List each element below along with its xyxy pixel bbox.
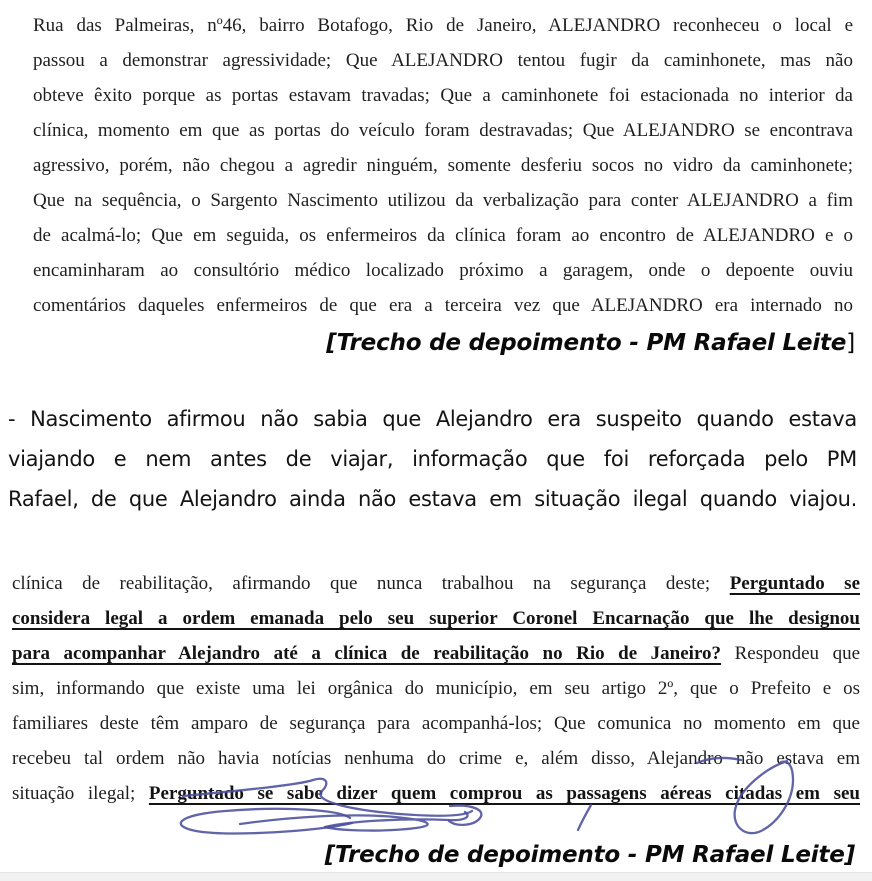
text-line xyxy=(12,671,860,706)
plain-text: sim, informando que existe uma lei orgânica do município, em seu artigo 2º, que o Prefeito e os xyxy=(12,678,860,699)
caption-testimony-1 xyxy=(0,330,855,356)
caption-closing-bracket: ] xyxy=(846,330,855,356)
text-line xyxy=(33,183,853,218)
plain-text: viajando e nem antes de viajar, informação que foi reforçada pelo PM xyxy=(8,447,857,471)
caption-text: [Trecho de depoimento - PM Rafael Leite xyxy=(326,330,847,356)
emphasized-question-text: Perguntado se sabe dizer quem comprou as passagens aéreas citadas em seu xyxy=(148,783,860,804)
plain-text: Respondeu que xyxy=(721,643,861,664)
emphasized-question-text: considera legal a ordem emanada pelo seu superior Coronel Encarnação que lhe designou xyxy=(12,608,860,629)
plain-text: agressivo, porém, não chegou a agredir ninguém, somente desferiu socos no vidro da caminhonete; xyxy=(33,155,853,176)
testimony-scan-excerpt-2 xyxy=(12,566,860,811)
text-line xyxy=(33,218,853,253)
plain-text: Rafael, de que Alejandro ainda não estava em situação ilegal quando viajou. xyxy=(8,487,857,511)
testimony-scan-excerpt-1 xyxy=(33,8,853,323)
text-line xyxy=(12,636,860,671)
caption-text: [Trecho de depoimento - PM Rafael Leite] xyxy=(324,842,855,868)
text-line xyxy=(33,43,853,78)
signature-stroke xyxy=(240,812,468,831)
emphasized-question-text: para acompanhar Alejandro até a clínica de reabilitação no Rio de Janeiro? xyxy=(12,643,722,664)
plain-text: Que na sequência, o Sargento Nascimento utilizou da verbalização para conter ALEJANDRO a fim xyxy=(33,190,853,211)
text-line xyxy=(12,566,860,601)
text-line xyxy=(8,439,857,479)
plain-text: de acalmá-lo; Que em seguida, os enfermeiros da clínica foram ao encontro de ALEJANDRO e o xyxy=(33,225,853,246)
plain-text: - Nascimento afirmou não sabia que Alejandro era suspeito quando estava xyxy=(8,407,857,431)
text-line xyxy=(8,399,857,439)
plain-text: passou a demonstrar agressividade; Que ALEJANDRO tentou fugir da caminhonete, mas não xyxy=(33,50,853,71)
text-line xyxy=(33,8,853,43)
text-line xyxy=(33,78,853,113)
plain-text: encaminharam ao consultório médico localizado próximo a garagem, onde o depoente ouviu xyxy=(33,260,853,281)
plain-text: clínica, momento em que as portas do veículo foram destravadas; Que ALEJANDRO se encontrava xyxy=(33,120,853,141)
text-line xyxy=(33,113,853,148)
emphasized-question-text: Perguntado se xyxy=(729,573,861,594)
plain-text: comentários daqueles enfermeiros de que era a terceira vez que ALEJANDRO era internado no xyxy=(33,295,853,316)
text-line xyxy=(12,741,860,776)
text-line xyxy=(8,479,857,519)
text-line xyxy=(12,706,860,741)
plain-text: situação ilegal; xyxy=(12,783,149,804)
page-bottom-divider xyxy=(0,872,872,881)
plain-text: familiares deste têm amparo de segurança para acompanhá-los; Que comunica no momento em que xyxy=(12,713,860,734)
text-line xyxy=(33,288,853,323)
text-line xyxy=(33,148,853,183)
plain-text: clínica de reabilitação, afirmando que nunca trabalhou na segurança deste; xyxy=(12,573,730,594)
plain-text: obteve êxito porque as portas estavam travadas; Que a caminhonete foi estacionada no interior da xyxy=(33,85,853,106)
text-line xyxy=(33,253,853,288)
commentary-note xyxy=(8,399,857,519)
signature-stroke xyxy=(181,809,352,834)
caption-testimony-2 xyxy=(0,842,855,868)
plain-text: recebeu tal ordem não havia notícias nenhuma do crime e, além disso, Alejandro não estava em xyxy=(12,748,860,769)
text-line xyxy=(12,776,860,811)
plain-text: Rua das Palmeiras, nº46, bairro Botafogo, Rio de Janeiro, ALEJANDRO reconheceu o local e xyxy=(33,15,853,36)
text-line xyxy=(12,601,860,636)
